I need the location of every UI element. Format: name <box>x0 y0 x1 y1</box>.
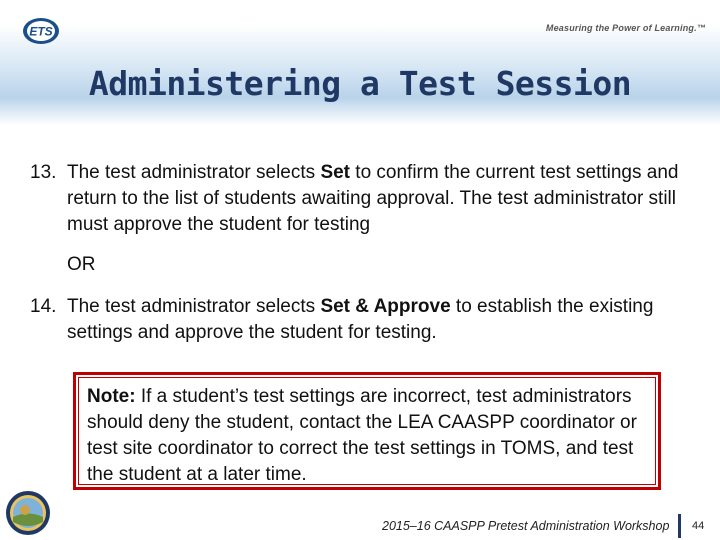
tagline: Measuring the Power of Learning.™ <box>545 23 706 33</box>
step-number: 14. <box>30 296 57 317</box>
bold-term: Set <box>320 162 351 183</box>
step-text: The test administrator selects Set & Approve to establish the existing settings and approve the student for testing. <box>67 296 654 343</box>
note-label: Note: <box>87 386 136 407</box>
slide-body <box>30 160 700 346</box>
footer-workshop: 2015–16 CAASPP Pretest Administration Workshop <box>382 519 670 533</box>
header-band <box>0 0 720 125</box>
step-14 <box>30 294 700 346</box>
step-number: 13. <box>30 162 57 183</box>
footer-divider <box>678 514 681 538</box>
state-seal-icon <box>5 490 51 536</box>
ets-logo-icon <box>22 17 60 45</box>
note-text: Note: If a student’s test settings are incorrect, test administrators should deny the student, contact the LEA CAASPP coordinator or test site coordinator to correct the test settings in TOMS, and test the student at a later time. <box>78 377 656 485</box>
or-separator: OR <box>67 254 96 275</box>
page-title: Administering a Test Session <box>88 64 632 103</box>
svg-text:ETS: ETS <box>29 24 53 39</box>
page-number: 44 <box>692 520 705 532</box>
note-box <box>73 372 661 490</box>
step-text: The test administrator selects Set to confirm the current test settings and return to the list of students awaiting approval. The test administrator still must approve the student for testing <box>67 162 679 235</box>
step-13 <box>30 160 700 238</box>
bold-term: Set & Approve <box>320 296 451 317</box>
